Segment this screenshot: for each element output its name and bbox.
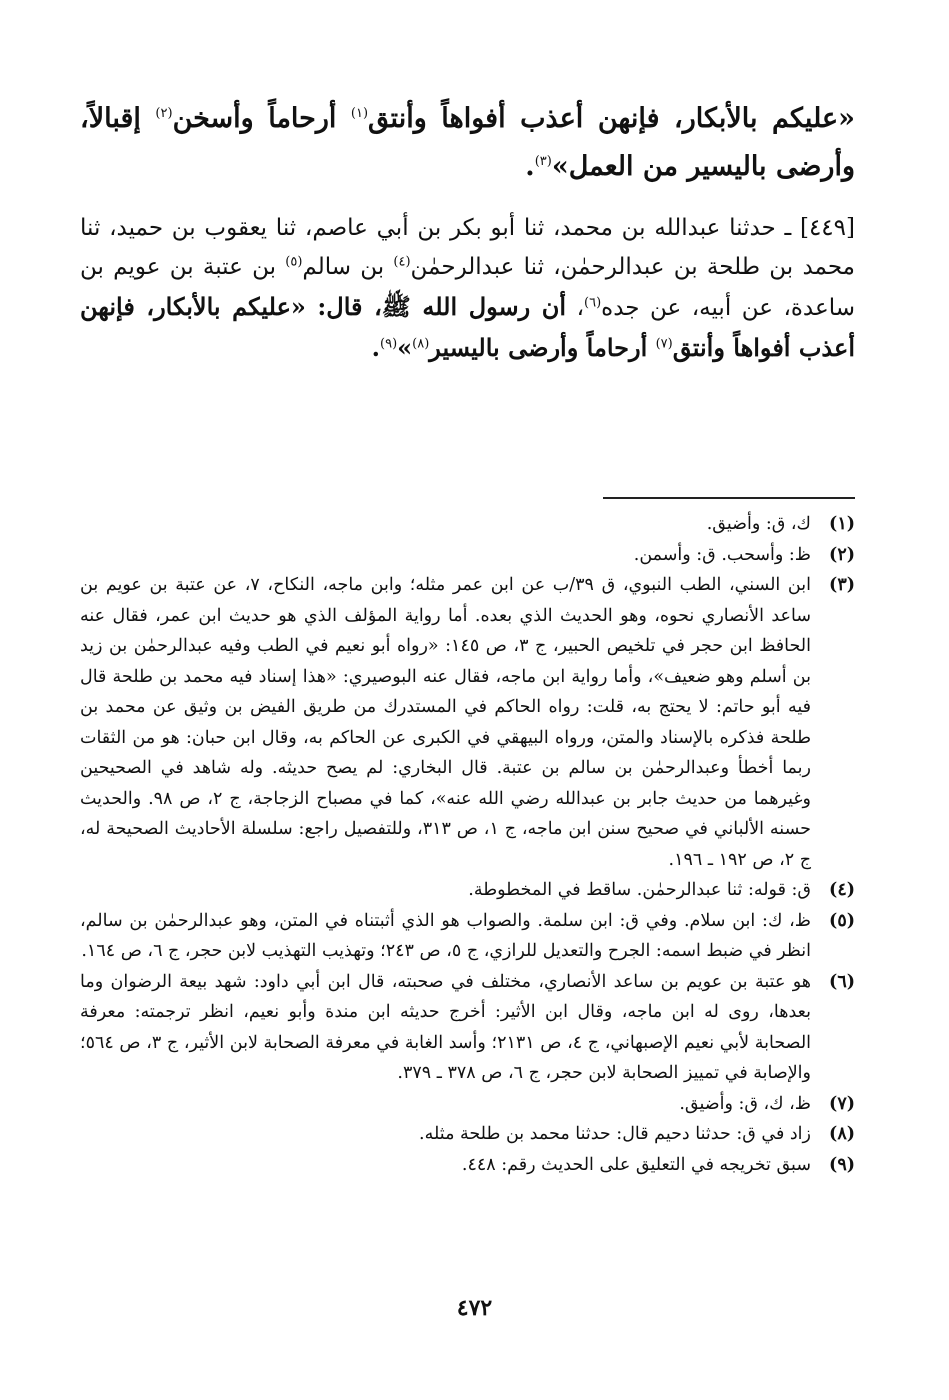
hadith-text: إقبالاً، وأرضى باليسير من العمل» — [80, 103, 855, 182]
matn-text: أن رسول الله ﷺ، قال: «عليكم بالأبكار، فإنهن أعذب أفواهاً وأنتق — [80, 292, 855, 362]
page-body — [80, 95, 856, 1175]
hadith-text: أرحاماً وأسخن — [172, 103, 351, 134]
footnote-ref[interactable]: (٩) — [380, 336, 398, 352]
footnote-item — [80, 906, 855, 967]
footnotes — [80, 509, 855, 1180]
isnad-text: [٤٤٩] ـ حدثنا عبدالله بن محمد، ثنا أبو بكر بن أبي عاصم، ثنا يعقوب بن حميد، ثنا محمد بن طلحة بن عبدالرحمٰن، ثنا عبدالرحمٰن — [80, 215, 855, 280]
footnote-text: سبق تخريجه في التعليق على الحديث رقم: ٤٤٨. — [461, 1154, 811, 1175]
footnote-number: (٤) — [829, 880, 855, 900]
hadith-449 — [80, 209, 855, 369]
footnote-ref[interactable]: (٢) — [155, 106, 173, 121]
hadith-text: «عليكم بالأبكار، فإنهن أعذب أفواهاً وأنتق — [368, 103, 856, 134]
footnote-text: ابن السني، الطب النبوي، ق ٣٩/ب عن ابن عمر مثله؛ وابن ماجه، النكاح، ٧، عن عتبة بن عويم بن ساعد الأنصاري نحوه، وهو الحديث الذي بعده. أما رواية المؤلف الذي هو حديث ابن عمر، فقال عنه الحافظ ابن حجر في تلخيص الحبير، ج ٣، ص ١٤٥: «رواه أبو نعيم في الطب وفيه عبدالرحمٰن بن زيد بن أسلم وهو ضعيف»، وأما رواية ابن ماجه، فقال عنه البوصيري: «هذا إسناد فيه محمد بن طلحة قال فيه أبو حاتم: لا يحتج به، قلت: رواه الحاكم في المستدرك من طريق الفيض بن وثيق عن محمد بن طلحة فذكره بالإسناد والمتن، ورواه البيهقي في الكبرى عن الحاكم به، وقال ابن حبان: هو من الثقات ربما أخطأ وعبدالرحمٰن بن سالم بن عتبة. قال البخاري: لم يصح حديثه. وله شاهد في الصحيحين وغيرهما من حديث جابر بن عبدالله رضي الله عنه»، كما في مصباح الزجاجة، ج ٢، ص ٩٨. والحديث حسنه الألباني في صحيح سنن ابن ماجه، ج ١، ص ٣١٣، وللتفصيل راجع: سلسلة الأحاديث الصحيحة له، ج ٢، ص ١٩٢ ـ ١٩٦. — [80, 575, 811, 870]
footnote-ref[interactable]: (١) — [350, 106, 369, 121]
footnote-ref[interactable]: (٧) — [655, 336, 673, 352]
footnote-item — [80, 1089, 855, 1120]
footnote-item — [80, 967, 855, 1089]
matn-text: أرحاماً وأرضى باليسير — [429, 333, 656, 362]
footnote-number: (١) — [829, 514, 855, 534]
footnote-item — [80, 570, 855, 875]
footnote-text: زاد في ق: حدثنا دحيم قال: حدثنا محمد بن طلحة مثله. — [419, 1124, 811, 1144]
footnote-item — [80, 1150, 855, 1181]
footnote-item — [80, 540, 855, 571]
footnote-text: هو عتبة بن عويم بن ساعد الأنصاري، مختلف في صحبته، قال ابن أبي داود: شهد بيعة الرضوان وما بعدها، روى له ابن ماجه، وقال ابن الأثير: أخرج حديثه ابن مندة وأبو نعيم، انظر ترجمته: معرفة الصحابة لأبي نعيم الإصبهاني، ج ٤، ص ٢١٣١؛ وأسد الغابة في معرفة الصحابة لابن الأثير، ج ٣، ص ٥٦٤؛ والإصابة في تمييز الصحابة لابن حجر، ج ٦، ص ٣٧٨ ـ ٣٧٩. — [80, 971, 812, 1083]
footnote-text: ظ: وأسحب. ق: وأسمن. — [633, 544, 811, 565]
footnote-number: (٧) — [829, 1093, 855, 1114]
footnote-text: ق: قوله: ثنا عبدالرحمٰن. ساقط في المخطوطة. — [468, 880, 811, 900]
footnote-ref[interactable]: (٥) — [285, 254, 303, 270]
footnote-ref[interactable]: (٦) — [584, 295, 602, 311]
hadith-text: . — [525, 151, 535, 182]
footnote-text: ظ، ك، ق: وأضيق. — [679, 1093, 811, 1114]
page-number: ٤٧٢ — [456, 1295, 493, 1321]
footnote-ref[interactable]: (٣) — [534, 154, 552, 169]
footnote-text: ظ، ك: ابن سلام. وفي ق: ابن سلمة. والصواب هو الذي أثبتناه في المتن، وهو عبدالرحمٰن بن سالم، انظر في ضبط اسمه: الجرح والتعديل للرازي، ج ٥، ص ٢٤٣؛ وتهذيب التهذيب لابن حجر، ج ٦، ص ١٦٤. — [80, 910, 811, 961]
footnote-number: (٩) — [829, 1154, 855, 1175]
footnote-number: (٥) — [829, 910, 855, 931]
footnote-number: (٢) — [829, 544, 855, 565]
matn-text: . — [371, 333, 380, 362]
footnote-item — [80, 875, 855, 906]
footnote-separator — [603, 497, 855, 499]
footnote-number: (٦) — [829, 971, 855, 992]
isnad-text: بن سالم — [302, 254, 394, 280]
footnote-number: (٣) — [829, 575, 855, 595]
footnote-item — [80, 1119, 855, 1150]
matn-text: » — [397, 333, 413, 362]
footnote-ref[interactable]: (٨) — [412, 336, 430, 352]
isnad-text: بن عتبة بن عويم بن ساعدة، عن أبيه، عن جده — [80, 254, 855, 321]
footnote-item — [80, 509, 855, 540]
isnad-text: ، — [566, 295, 584, 321]
footnote-text: ك، ق: وأضيق. — [706, 514, 811, 534]
footnote-number: (٨) — [829, 1124, 855, 1144]
footnote-ref[interactable]: (٤) — [393, 254, 411, 270]
hadith-continuation — [80, 95, 855, 191]
